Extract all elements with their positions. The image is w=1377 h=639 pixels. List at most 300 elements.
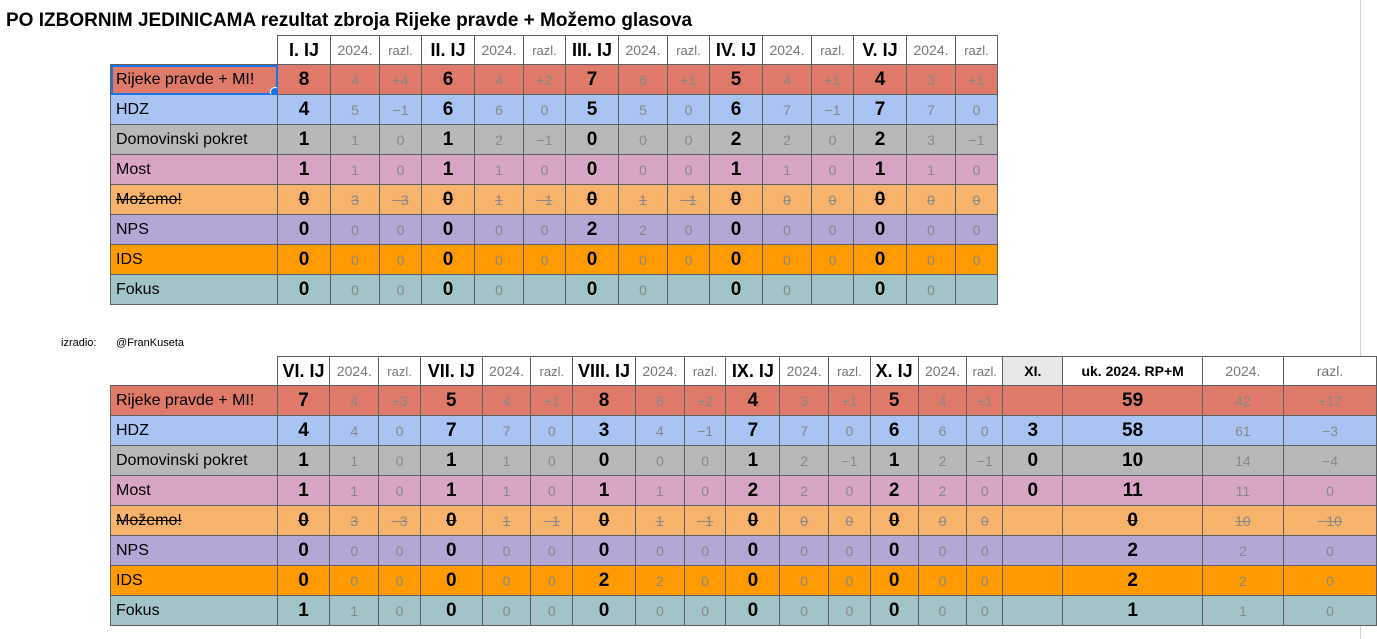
seats-cell[interactable]: 5: [566, 95, 619, 125]
party-label-cell[interactable]: Most: [111, 476, 278, 506]
seats-cell[interactable]: 0: [726, 506, 780, 536]
seats-cell[interactable]: 5: [420, 386, 482, 416]
seats-diff-cell[interactable]: 0: [956, 185, 998, 215]
unit-header[interactable]: III. IJ: [566, 36, 619, 65]
seats-cell[interactable]: 0: [422, 245, 475, 275]
seats-diff-cell[interactable]: 0: [956, 155, 998, 185]
seats-cell[interactable]: 0: [726, 566, 780, 596]
total-seats-cell[interactable]: 2: [1063, 566, 1202, 596]
seats-diff-cell[interactable]: 0: [524, 215, 566, 245]
seats-cell[interactable]: 7: [420, 416, 482, 446]
seats-2024-cell[interactable]: 0: [763, 215, 812, 245]
seats-cell[interactable]: 1: [278, 155, 331, 185]
seats-diff-cell[interactable]: 0: [380, 215, 422, 245]
total-seats-cell[interactable]: 11: [1063, 476, 1202, 506]
seats-cell[interactable]: 0: [277, 506, 330, 536]
seats-cell[interactable]: 4: [278, 95, 331, 125]
seats-2024-cell[interactable]: 2: [918, 476, 967, 506]
seats-diff-cell[interactable]: +4: [380, 65, 422, 95]
seats-2024-cell[interactable]: 0: [918, 506, 967, 536]
seats-diff-cell[interactable]: 0: [967, 596, 1003, 626]
seats-2024-cell[interactable]: 0: [907, 245, 956, 275]
total-diff-cell[interactable]: −3: [1284, 416, 1377, 446]
seats-2024-cell[interactable]: 2: [918, 446, 967, 476]
seats-diff-cell[interactable]: 0: [956, 245, 998, 275]
seats-diff-cell[interactable]: −3: [379, 506, 421, 536]
year-header[interactable]: 2024.: [331, 36, 380, 65]
seats-diff-cell[interactable]: 0: [380, 245, 422, 275]
seats-2024-cell[interactable]: 1: [475, 155, 524, 185]
seats-2024-cell[interactable]: 2: [619, 215, 668, 245]
seats-diff-cell[interactable]: +2: [684, 386, 726, 416]
seats-2024-cell[interactable]: 0: [635, 536, 684, 566]
seats-cell[interactable]: 7: [726, 416, 780, 446]
seats-diff-cell[interactable]: −1: [380, 95, 422, 125]
seats-2024-cell[interactable]: 1: [482, 476, 531, 506]
seats-2024-cell[interactable]: 6: [918, 416, 967, 446]
seats-diff-cell[interactable]: 0: [531, 596, 573, 626]
seats-diff-cell[interactable]: 0: [379, 446, 421, 476]
seats-2024-cell[interactable]: 3: [331, 185, 380, 215]
seats-diff-cell[interactable]: 0: [531, 536, 573, 566]
seats-cell[interactable]: 0: [870, 566, 918, 596]
year-header[interactable]: 2024.: [482, 357, 531, 386]
seats-diff-cell[interactable]: 0: [380, 275, 422, 305]
seats-cell[interactable]: 0: [566, 125, 619, 155]
seats-diff-cell[interactable]: 0: [684, 536, 726, 566]
seats-2024-cell[interactable]: 1: [635, 506, 684, 536]
seats-cell[interactable]: 0: [420, 596, 482, 626]
year-header[interactable]: 2024.: [635, 357, 684, 386]
diff-header[interactable]: razl.: [524, 36, 566, 65]
seats-cell[interactable]: 2: [870, 476, 918, 506]
seats-diff-cell[interactable]: −3: [380, 185, 422, 215]
seats-diff-cell[interactable]: 0: [829, 506, 871, 536]
seats-cell[interactable]: 5: [710, 65, 763, 95]
seats-diff-cell[interactable]: 0: [684, 446, 726, 476]
seats-2024-cell[interactable]: 4: [482, 386, 531, 416]
diff-header[interactable]: razl.: [956, 36, 998, 65]
seats-cell[interactable]: 2: [854, 125, 907, 155]
total-2024-cell[interactable]: 42: [1202, 386, 1283, 416]
seats-diff-cell[interactable]: +1: [812, 65, 854, 95]
seats-2024-cell[interactable]: 1: [331, 155, 380, 185]
seats-diff-cell[interactable]: 0: [380, 125, 422, 155]
total-seats-cell[interactable]: 10: [1063, 446, 1202, 476]
total-header[interactable]: uk. 2024. RP+M: [1063, 357, 1202, 386]
seats-2024-cell[interactable]: 6: [635, 386, 684, 416]
seats-diff-cell[interactable]: +1: [829, 386, 871, 416]
seats-cell[interactable]: 0: [277, 536, 330, 566]
seats-cell[interactable]: 6: [870, 416, 918, 446]
seats-cell[interactable]: 8: [573, 386, 636, 416]
diff-header[interactable]: razl.: [967, 357, 1003, 386]
total-seats-cell[interactable]: 1: [1063, 596, 1202, 626]
seats-diff-cell[interactable]: +1: [531, 386, 573, 416]
seats-cell[interactable]: 6: [710, 95, 763, 125]
seats-cell[interactable]: 0: [726, 596, 780, 626]
seats-diff-cell[interactable]: −1: [684, 416, 726, 446]
seats-2024-cell[interactable]: 1: [619, 185, 668, 215]
seats-2024-cell[interactable]: 0: [619, 245, 668, 275]
seats-cell[interactable]: 2: [710, 125, 763, 155]
seats-cell[interactable]: 0: [854, 215, 907, 245]
seats-cell[interactable]: 0: [710, 215, 763, 245]
seats-2024-cell[interactable]: 1: [330, 596, 379, 626]
seats-diff-cell[interactable]: +1: [668, 65, 710, 95]
diff-header[interactable]: razl.: [829, 357, 871, 386]
seats-cell[interactable]: 4: [277, 416, 330, 446]
seats-diff-cell[interactable]: 0: [812, 215, 854, 245]
year-header[interactable]: 2024.: [475, 36, 524, 65]
total-2024-cell[interactable]: 2: [1202, 536, 1283, 566]
seats-2024-cell[interactable]: 3: [780, 386, 829, 416]
seats-diff-cell[interactable]: 0: [524, 95, 566, 125]
unit-header[interactable]: II. IJ: [422, 36, 475, 65]
seats-cell[interactable]: 0: [710, 275, 763, 305]
total-diff-header[interactable]: razl.: [1284, 357, 1377, 386]
seats-cell[interactable]: 2: [726, 476, 780, 506]
seats-diff-cell[interactable]: 0: [812, 125, 854, 155]
seats-diff-cell[interactable]: +1: [967, 386, 1003, 416]
party-label-cell[interactable]: NPS: [111, 536, 278, 566]
seats-cell[interactable]: 7: [854, 95, 907, 125]
seats-diff-cell[interactable]: 0: [380, 155, 422, 185]
total-year-header[interactable]: 2024.: [1202, 357, 1283, 386]
seats-diff-cell[interactable]: 0: [524, 245, 566, 275]
total-2024-cell[interactable]: 10: [1202, 506, 1283, 536]
seats-cell[interactable]: 0: [854, 185, 907, 215]
seats-cell[interactable]: 0: [710, 185, 763, 215]
seats-2024-cell[interactable]: 4: [763, 65, 812, 95]
seats-2024-cell[interactable]: 0: [780, 566, 829, 596]
year-header[interactable]: 2024.: [619, 36, 668, 65]
total-diff-cell[interactable]: 0: [1284, 536, 1377, 566]
seats-2024-cell[interactable]: 1: [331, 125, 380, 155]
total-2024-cell[interactable]: 2: [1202, 566, 1283, 596]
seats-2024-cell[interactable]: 1: [763, 155, 812, 185]
seats-diff-cell[interactable]: 0: [524, 155, 566, 185]
seats-cell[interactable]: 0: [422, 215, 475, 245]
seats-diff-cell[interactable]: −1: [531, 506, 573, 536]
seats-2024-cell[interactable]: 4: [330, 416, 379, 446]
seats-cell[interactable]: 0: [870, 596, 918, 626]
seats-2024-cell[interactable]: 1: [475, 185, 524, 215]
seats-2024-cell[interactable]: 2: [763, 125, 812, 155]
total-2024-cell[interactable]: 14: [1202, 446, 1283, 476]
seats-diff-cell[interactable]: 0: [956, 95, 998, 125]
seats-2024-cell[interactable]: 3: [330, 506, 379, 536]
seats-2024-cell[interactable]: 0: [763, 245, 812, 275]
seats-2024-cell[interactable]: 0: [635, 596, 684, 626]
total-2024-cell[interactable]: 1: [1202, 596, 1283, 626]
seats-cell[interactable]: 0: [420, 506, 482, 536]
seats-2024-cell[interactable]: 0: [330, 566, 379, 596]
seats-diff-cell[interactable]: 0: [379, 476, 421, 506]
diff-header[interactable]: razl.: [812, 36, 854, 65]
diff-header[interactable]: razl.: [684, 357, 726, 386]
seats-2024-cell[interactable]: 0: [780, 506, 829, 536]
seats-diff-cell[interactable]: 0: [668, 215, 710, 245]
seats-2024-cell[interactable]: 5: [331, 95, 380, 125]
seats-2024-cell[interactable]: 0: [331, 245, 380, 275]
seats-2024-cell[interactable]: 0: [475, 215, 524, 245]
seats-diff-cell[interactable]: 0: [812, 245, 854, 275]
party-label-cell[interactable]: NPS: [111, 215, 278, 245]
seats-cell[interactable]: 6: [422, 95, 475, 125]
seats-diff-cell[interactable]: 0: [829, 476, 871, 506]
seats-cell[interactable]: 1: [870, 446, 918, 476]
unit-header[interactable]: VIII. IJ: [573, 357, 636, 386]
party-label-cell[interactable]: IDS: [111, 566, 278, 596]
seats-cell[interactable]: 1: [277, 596, 330, 626]
seats-2024-cell[interactable]: 3: [907, 125, 956, 155]
selected-cell[interactable]: [111, 65, 278, 95]
seats-cell[interactable]: 0: [278, 245, 331, 275]
xi-cell[interactable]: [1003, 386, 1063, 416]
xi-header[interactable]: XI.: [1003, 357, 1063, 386]
xi-cell[interactable]: 3: [1003, 416, 1063, 446]
seats-diff-cell[interactable]: +3: [379, 386, 421, 416]
xi-cell[interactable]: [1003, 566, 1063, 596]
seats-2024-cell[interactable]: 2: [780, 476, 829, 506]
seats-cell[interactable]: 0: [726, 536, 780, 566]
seats-cell[interactable]: 0: [420, 536, 482, 566]
seats-2024-cell[interactable]: 4: [635, 416, 684, 446]
diff-header[interactable]: razl.: [668, 36, 710, 65]
total-diff-cell[interactable]: −4: [1284, 446, 1377, 476]
party-label-cell[interactable]: HDZ: [111, 95, 278, 125]
seats-diff-cell[interactable]: 0: [379, 596, 421, 626]
xi-cell[interactable]: 0: [1003, 446, 1063, 476]
party-label-cell[interactable]: Domovinski pokret: [111, 125, 278, 155]
seats-diff-cell[interactable]: 0: [531, 476, 573, 506]
seats-cell[interactable]: 7: [277, 386, 330, 416]
seats-diff-cell[interactable]: 0: [379, 416, 421, 446]
seats-cell[interactable]: 0: [870, 506, 918, 536]
seats-2024-cell[interactable]: 0: [475, 245, 524, 275]
total-diff-cell[interactable]: 0: [1284, 566, 1377, 596]
seats-2024-cell[interactable]: 4: [918, 386, 967, 416]
total-seats-cell[interactable]: 2: [1063, 536, 1202, 566]
party-label-cell[interactable]: IDS: [111, 245, 278, 275]
seats-diff-cell[interactable]: 0: [967, 536, 1003, 566]
seats-diff-cell[interactable]: −1: [967, 446, 1003, 476]
seats-diff-cell[interactable]: [524, 275, 566, 305]
seats-2024-cell[interactable]: 7: [482, 416, 531, 446]
diff-header[interactable]: razl.: [531, 357, 573, 386]
seats-diff-cell[interactable]: −1: [668, 185, 710, 215]
unit-header[interactable]: V. IJ: [854, 36, 907, 65]
seats-2024-cell[interactable]: 0: [331, 215, 380, 245]
diff-header[interactable]: razl.: [380, 36, 422, 65]
unit-header[interactable]: X. IJ: [870, 357, 918, 386]
seats-diff-cell[interactable]: [668, 275, 710, 305]
party-label-cell[interactable]: Most: [111, 155, 278, 185]
seats-cell[interactable]: 0: [278, 215, 331, 245]
seats-2024-cell[interactable]: 0: [918, 536, 967, 566]
total-2024-cell[interactable]: 11: [1202, 476, 1283, 506]
seats-cell[interactable]: 4: [726, 386, 780, 416]
seats-cell[interactable]: 4: [854, 65, 907, 95]
seats-2024-cell[interactable]: 0: [475, 275, 524, 305]
party-label-cell[interactable]: HDZ: [111, 416, 278, 446]
seats-2024-cell[interactable]: 0: [918, 566, 967, 596]
seats-diff-cell[interactable]: [956, 275, 998, 305]
seats-cell[interactable]: 0: [573, 536, 636, 566]
fill-handle[interactable]: [270, 87, 278, 95]
seats-diff-cell[interactable]: −1: [524, 185, 566, 215]
seats-2024-cell[interactable]: 0: [619, 155, 668, 185]
diff-header[interactable]: razl.: [379, 357, 421, 386]
seats-2024-cell[interactable]: 0: [331, 275, 380, 305]
unit-header[interactable]: IV. IJ: [710, 36, 763, 65]
seats-cell[interactable]: 0: [566, 185, 619, 215]
seats-diff-cell[interactable]: −1: [812, 95, 854, 125]
total-seats-cell[interactable]: 59: [1063, 386, 1202, 416]
unit-header[interactable]: I. IJ: [278, 36, 331, 65]
seats-diff-cell[interactable]: −1: [829, 446, 871, 476]
seats-cell[interactable]: 1: [710, 155, 763, 185]
seats-cell[interactable]: 0: [278, 275, 331, 305]
seats-diff-cell[interactable]: 0: [668, 95, 710, 125]
seats-cell[interactable]: 0: [566, 245, 619, 275]
seats-diff-cell[interactable]: 0: [684, 596, 726, 626]
seats-2024-cell[interactable]: 2: [780, 446, 829, 476]
seats-cell[interactable]: 1: [420, 476, 482, 506]
seats-cell[interactable]: 0: [277, 566, 330, 596]
total-diff-cell[interactable]: 0: [1284, 476, 1377, 506]
seats-2024-cell[interactable]: 7: [763, 95, 812, 125]
seats-2024-cell[interactable]: 3: [907, 65, 956, 95]
seats-2024-cell[interactable]: 0: [907, 185, 956, 215]
seats-diff-cell[interactable]: 0: [531, 416, 573, 446]
xi-cell[interactable]: 0: [1003, 476, 1063, 506]
seats-diff-cell[interactable]: −1: [524, 125, 566, 155]
seats-cell[interactable]: 6: [422, 65, 475, 95]
seats-cell[interactable]: 1: [277, 476, 330, 506]
unit-header[interactable]: VI. IJ: [277, 357, 330, 386]
xi-cell[interactable]: [1003, 596, 1063, 626]
seats-diff-cell[interactable]: 0: [829, 596, 871, 626]
seats-2024-cell[interactable]: 0: [763, 185, 812, 215]
seats-diff-cell[interactable]: +1: [956, 65, 998, 95]
party-label-cell[interactable]: Rijeke pravde + MI!: [111, 386, 278, 416]
seats-cell[interactable]: 1: [726, 446, 780, 476]
seats-2024-cell[interactable]: 0: [619, 125, 668, 155]
seats-cell[interactable]: 1: [422, 125, 475, 155]
seats-diff-cell[interactable]: 0: [967, 416, 1003, 446]
total-seats-cell[interactable]: 0: [1063, 506, 1202, 536]
seats-2024-cell[interactable]: 4: [331, 65, 380, 95]
seats-cell[interactable]: 5: [870, 386, 918, 416]
seats-diff-cell[interactable]: 0: [668, 155, 710, 185]
seats-2024-cell[interactable]: 7: [907, 95, 956, 125]
seats-2024-cell[interactable]: 1: [907, 155, 956, 185]
seats-cell[interactable]: 0: [870, 536, 918, 566]
seats-diff-cell[interactable]: 0: [531, 566, 573, 596]
seats-cell[interactable]: 8: [278, 65, 331, 95]
seats-cell[interactable]: 0: [422, 275, 475, 305]
seats-diff-cell[interactable]: −1: [684, 506, 726, 536]
seats-2024-cell[interactable]: 0: [482, 596, 531, 626]
seats-diff-cell[interactable]: 0: [379, 536, 421, 566]
seats-2024-cell[interactable]: 0: [482, 536, 531, 566]
seats-2024-cell[interactable]: 0: [780, 536, 829, 566]
seats-2024-cell[interactable]: 4: [475, 65, 524, 95]
seats-cell[interactable]: 1: [573, 476, 636, 506]
unit-header[interactable]: IX. IJ: [726, 357, 780, 386]
year-header[interactable]: 2024.: [918, 357, 967, 386]
total-diff-cell[interactable]: +17: [1284, 386, 1377, 416]
seats-diff-cell[interactable]: 0: [967, 476, 1003, 506]
party-label-cell[interactable]: Možemo!: [111, 506, 278, 536]
seats-diff-cell[interactable]: 0: [829, 416, 871, 446]
seats-2024-cell[interactable]: 0: [780, 596, 829, 626]
seats-2024-cell[interactable]: 0: [635, 446, 684, 476]
seats-diff-cell[interactable]: 0: [812, 185, 854, 215]
year-header[interactable]: 2024.: [330, 357, 379, 386]
seats-cell[interactable]: 0: [854, 275, 907, 305]
seats-cell[interactable]: 1: [278, 125, 331, 155]
seats-2024-cell[interactable]: 2: [475, 125, 524, 155]
seats-2024-cell[interactable]: 1: [330, 446, 379, 476]
seats-2024-cell[interactable]: 1: [635, 476, 684, 506]
seats-2024-cell[interactable]: 7: [780, 416, 829, 446]
seats-cell[interactable]: 0: [710, 245, 763, 275]
seats-diff-cell[interactable]: 0: [531, 446, 573, 476]
year-header[interactable]: 2024.: [763, 36, 812, 65]
seats-cell[interactable]: 2: [573, 566, 636, 596]
xi-cell[interactable]: [1003, 506, 1063, 536]
seats-2024-cell[interactable]: 1: [330, 476, 379, 506]
seats-diff-cell[interactable]: 0: [668, 125, 710, 155]
seats-2024-cell[interactable]: 0: [330, 536, 379, 566]
seats-diff-cell[interactable]: 0: [684, 566, 726, 596]
unit-header[interactable]: VII. IJ: [420, 357, 482, 386]
seats-diff-cell[interactable]: [812, 275, 854, 305]
seats-diff-cell[interactable]: 0: [829, 536, 871, 566]
seats-2024-cell[interactable]: 0: [482, 566, 531, 596]
seats-diff-cell[interactable]: 0: [967, 566, 1003, 596]
seats-cell[interactable]: 0: [422, 185, 475, 215]
seats-cell[interactable]: 0: [573, 596, 636, 626]
seats-2024-cell[interactable]: 6: [619, 65, 668, 95]
seats-diff-cell[interactable]: 0: [956, 215, 998, 245]
seats-diff-cell[interactable]: 0: [379, 566, 421, 596]
year-header[interactable]: 2024.: [907, 36, 956, 65]
year-header[interactable]: 2024.: [780, 357, 829, 386]
seats-2024-cell[interactable]: 0: [918, 596, 967, 626]
seats-cell[interactable]: 1: [420, 446, 482, 476]
seats-cell[interactable]: 0: [854, 245, 907, 275]
seats-2024-cell[interactable]: 4: [330, 386, 379, 416]
seats-cell[interactable]: 0: [566, 155, 619, 185]
seats-2024-cell[interactable]: 1: [482, 506, 531, 536]
seats-diff-cell[interactable]: 0: [829, 566, 871, 596]
seats-cell[interactable]: 3: [573, 416, 636, 446]
party-label-cell[interactable]: Možemo!: [111, 185, 278, 215]
seats-cell[interactable]: 2: [566, 215, 619, 245]
seats-diff-cell[interactable]: 0: [668, 245, 710, 275]
seats-2024-cell[interactable]: 5: [619, 95, 668, 125]
total-diff-cell[interactable]: −10: [1284, 506, 1377, 536]
seats-2024-cell[interactable]: 2: [635, 566, 684, 596]
seats-diff-cell[interactable]: +2: [524, 65, 566, 95]
seats-cell[interactable]: 1: [854, 155, 907, 185]
seats-cell[interactable]: 0: [420, 566, 482, 596]
seats-2024-cell[interactable]: 0: [763, 275, 812, 305]
